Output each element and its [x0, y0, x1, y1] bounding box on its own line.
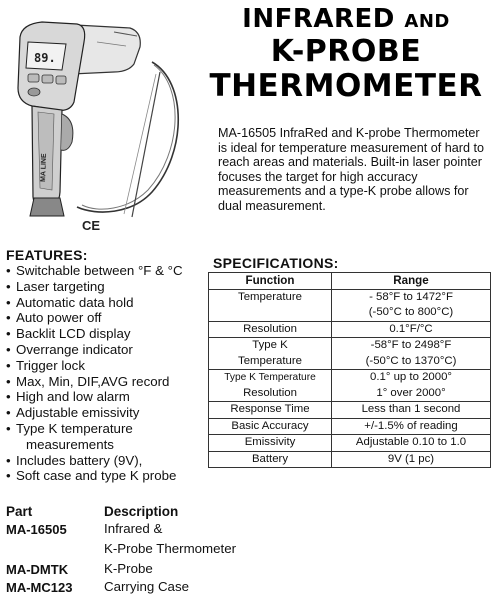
part-description: K-Probe Thermometer: [104, 541, 237, 556]
part-number: MA-DMTK: [6, 562, 69, 577]
specifications-table: [208, 272, 491, 468]
table-row: [209, 321, 491, 338]
thermometer-illustration: [2, 2, 202, 238]
spec-range: 0.1° up to 2000° 1° over 2000°: [332, 370, 491, 402]
title-line-kprobe: K-PROBE: [270, 34, 422, 69]
table-row: [209, 338, 491, 370]
handle-brand: MA LINE: [40, 153, 48, 183]
spec-range: -58°F to 2498°F (-50°C to 1370°C): [332, 338, 491, 370]
spec-range: 0.1°F/°C: [332, 321, 491, 338]
table-row: [209, 289, 491, 321]
feature-item: • Includes battery (9V),: [6, 453, 211, 469]
feature-item: • Switchable between °F & °C: [6, 263, 211, 279]
parts-column-header-description: Description: [104, 504, 179, 519]
part-description: K-Probe: [104, 561, 153, 576]
feature-item: • Type K temperature: [6, 421, 211, 437]
spec-function: Emissivity: [209, 435, 332, 452]
part-description: Carrying Case: [104, 579, 189, 594]
part-number: MA-MC123: [6, 580, 73, 595]
title-word-infrared: INFRARED: [242, 4, 395, 34]
feature-item: • Trigger lock: [6, 358, 211, 374]
feature-item: • Adjustable emissivity: [6, 405, 211, 421]
feature-item: • Soft case and type K probe: [6, 468, 211, 484]
features-heading: FEATURES:: [6, 247, 88, 263]
page-title: [200, 2, 492, 102]
spec-function: Resolution: [209, 321, 332, 338]
spec-function: Basic Accuracy: [209, 418, 332, 435]
column-header-range: Range: [332, 273, 491, 290]
feature-item: • Laser targeting: [6, 279, 211, 295]
table-header-row: [209, 273, 491, 290]
table-row: [209, 451, 491, 468]
spec-range: Adjustable 0.10 to 1.0: [332, 435, 491, 452]
ce-mark: CE: [82, 218, 101, 233]
table-row: [209, 435, 491, 452]
thermometer-drawing: [2, 2, 202, 238]
feature-item: • High and low alarm: [6, 389, 211, 405]
feature-item-continuation: measurements: [26, 436, 114, 452]
spec-function: Temperature: [209, 289, 332, 321]
feature-item: • Backlit LCD display: [6, 326, 211, 342]
feature-item: • Auto power off: [6, 310, 211, 326]
spec-range: +/-1.5% of reading: [332, 418, 491, 435]
spec-range: Less than 1 second: [332, 402, 491, 419]
spec-range: 9V (1 pc): [332, 451, 491, 468]
table-row: [209, 418, 491, 435]
part-number: MA-16505: [6, 522, 67, 537]
column-header-function: Function: [209, 273, 332, 290]
lcd-reading: 89.: [34, 51, 56, 65]
features-list: [6, 263, 211, 484]
feature-item: • Overrange indicator: [6, 342, 211, 358]
feature-item: • Automatic data hold: [6, 295, 211, 311]
part-description: Infrared &: [104, 521, 163, 536]
spec-range: - 58°F to 1472°F (-50°C to 800°C): [332, 289, 491, 321]
spec-function: Type K Temperature: [209, 338, 332, 370]
table-row: [209, 402, 491, 419]
spec-function: Battery: [209, 451, 332, 468]
intro-paragraph: MA-16505 InfraRed and K-probe Thermometer is ideal for temperature measurement of hard to reach areas and materials. Built-in laser pointer focuses the target for high accuracy measurements and a type-K probe allows for dual measurement.: [218, 126, 484, 213]
spec-function: Response Time: [209, 402, 332, 419]
title-word-and: AND: [404, 11, 450, 32]
title-line-thermometer: THERMOMETER: [209, 68, 483, 104]
feature-item: • Max, Min, DIF,AVG record: [6, 374, 211, 390]
spec-function: Type K Temperature Resolution: [209, 370, 332, 402]
table-row: [209, 370, 491, 402]
specifications-heading: SPECIFICATIONS:: [213, 255, 339, 271]
parts-column-header-part: Part: [6, 504, 33, 519]
